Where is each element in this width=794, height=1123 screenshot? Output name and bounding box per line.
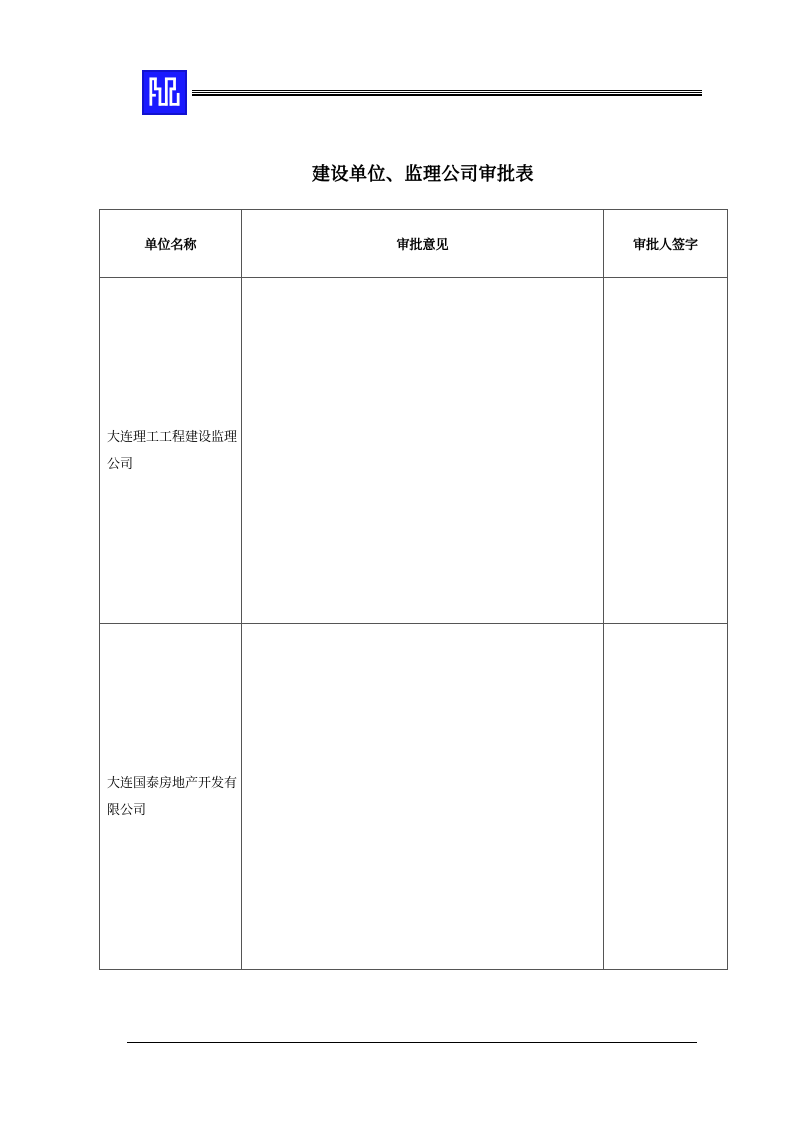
header-rule [192,90,702,96]
unit-name-text: 大连国泰房地产开发有限公司 [107,775,238,818]
table-row [100,278,728,624]
table-header-row [100,210,728,278]
opinion-cell[interactable] [242,278,604,624]
signature-cell[interactable] [604,624,728,970]
table-row [100,624,728,970]
approval-table [99,209,728,970]
unit-name-cell [100,278,242,624]
header-signature: 审批人签字 [604,210,728,278]
unit-name-text: 大连理工工程建设监理公司 [107,429,238,472]
footer-rule [127,1042,697,1043]
unit-name-cell [100,624,242,970]
header-opinion: 审批意见 [242,210,604,278]
opinion-cell[interactable] [242,624,604,970]
page-title: 建设单位、监理公司审批表 [312,164,534,185]
signature-cell[interactable] [604,278,728,624]
company-logo [142,70,187,115]
cscec-logo-icon [144,72,185,113]
header-unit-name: 单位名称 [100,210,242,278]
